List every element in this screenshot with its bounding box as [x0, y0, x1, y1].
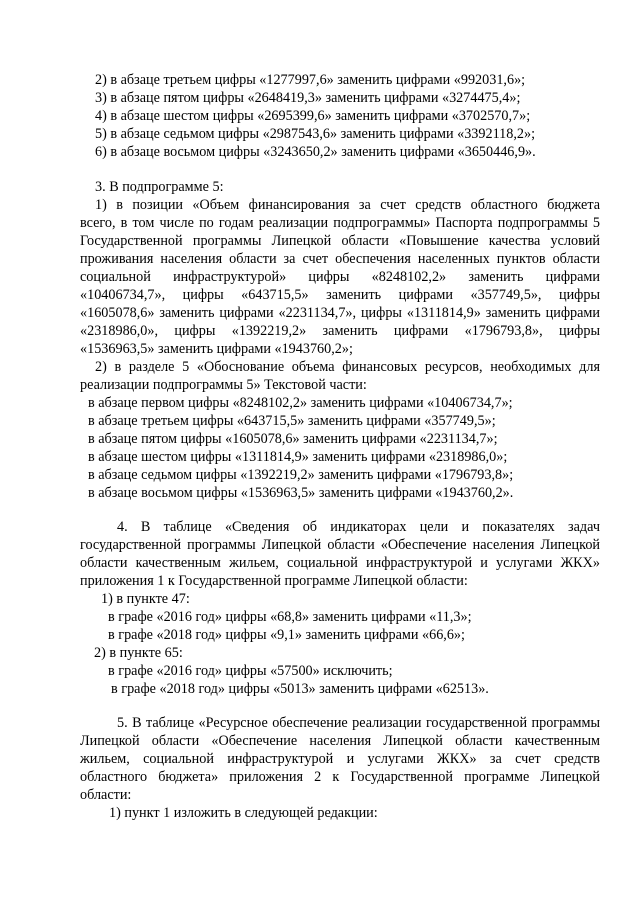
section-3-heading: 3. В подпрограмме 5:: [95, 179, 224, 195]
section-5-intro-line: области:: [80, 787, 132, 803]
section-4-intro-line: области качественным жильем, социальной инфраструктурой и услугами ЖКХ»: [80, 555, 600, 571]
section-3-item-1-line: «1536963,5» заменить цифрами «1943760,2»;: [80, 341, 353, 357]
point-47-heading: 1) в пункте 47:: [101, 591, 190, 607]
section-5-item-1: 1) пункт 1 изложить в следующей редакции:: [109, 805, 378, 821]
section-5-intro-line: Липецкой области «Обеспечение населения Липецкой области качественным: [80, 733, 600, 749]
replacement-item: 5) в абзаце седьмом цифры «2987543,6» заменить цифрами «3392118,2»;: [95, 126, 536, 142]
section-5-intro-line: 5. В таблице «Ресурсное обеспечение реализации государственной программы: [117, 715, 600, 731]
replacement-item: 3) в абзаце пятом цифры «2648419,3» заменить цифрами «3274475,4»;: [95, 90, 521, 106]
replacement-item: 6) в абзаце восьмом цифры «3243650,2» заменить цифрами «3650446,9».: [95, 144, 536, 160]
section-5-intro-line: жильем, социальной инфраструктурой и услугами ЖКХ» за счет средств: [80, 751, 600, 767]
section-3-item-1-line: социальной инфраструктурой» цифры «8248102,2» заменить цифрами: [80, 269, 600, 285]
point-65-item: в графе «2018 год» цифры «5013» заменить цифрами «62513».: [111, 681, 489, 697]
section-3-item-1-line: 1) в позиции «Объем финансирования за счет средств областного бюджета: [95, 197, 600, 213]
section-3-sub-item: в абзаце пятом цифры «1605078,6» заменить цифрами «2231134,7»;: [88, 431, 498, 447]
section-4-intro-line: приложения 1 к Государственной программе Липецкой области:: [80, 573, 468, 589]
section-3-item-2-line: реализации подпрограммы 5» Текстовой части:: [80, 377, 367, 393]
section-3-item-2-line: 2) в разделе 5 «Обоснование объема финансовых ресурсов, необходимых для: [95, 359, 600, 375]
section-3-sub-item: в абзаце первом цифры «8248102,2» заменить цифрами «10406734,7»;: [88, 395, 513, 411]
point-65-item: в графе «2016 год» цифры «57500» исключить;: [108, 663, 393, 679]
section-3-sub-item: в абзаце седьмом цифры «1392219,2» заменить цифрами «1796793,8»;: [88, 467, 514, 483]
section-3-item-1-line: Государственной программы Липецкой области «Повышение качества условий: [80, 233, 600, 249]
section-5-intro-line: областного бюджета» приложения 2 к Государственной программе Липецкой: [80, 769, 600, 785]
point-47-item: в графе «2018 год» цифры «9,1» заменить цифрами «66,6»;: [108, 627, 465, 643]
section-3-sub-item: в абзаце третьем цифры «643715,5» заменить цифрами «357749,5»;: [88, 413, 496, 429]
section-4-intro-line: 4. В таблице «Сведения об индикаторах цели и показателях задач: [117, 519, 600, 535]
section-4-intro-line: государственной программы Липецкой области «Обеспечение населения Липецкой: [80, 537, 600, 553]
section-3-item-1-line: всего, в том числе по годам реализации подпрограммы» Паспорта подпрограммы 5: [80, 215, 600, 231]
point-65-heading: 2) в пункте 65:: [94, 645, 183, 661]
section-3-item-1-line: «1605078,6» заменить цифрами «2231134,7», цифры «1311814,9» заменить цифрами: [80, 305, 600, 321]
section-3-item-1-line: «2318986,0», цифры «1392219,2» заменить цифрами «1796793,8», цифры: [80, 323, 600, 339]
replacement-item: 2) в абзаце третьем цифры «1277997,6» заменить цифрами «992031,6»;: [95, 72, 526, 88]
section-3-sub-item: в абзаце восьмом цифры «1536963,5» заменить цифрами «1943760,2».: [88, 485, 514, 501]
point-47-item: в графе «2016 год» цифры «68,8» заменить цифрами «11,3»;: [108, 609, 472, 625]
section-3-sub-item: в абзаце шестом цифры «1311814,9» заменить цифрами «2318986,0»;: [88, 449, 508, 465]
replacement-item: 4) в абзаце шестом цифры «2695399,6» заменить цифрами «3702570,7»;: [95, 108, 531, 124]
section-3-item-1-line: проживания населения области за счет обеспечения населенных пунктов области: [80, 251, 600, 267]
section-3-item-1-line: «10406734,7», цифры «643715,5» заменить цифрами «357749,5», цифры: [80, 287, 600, 303]
